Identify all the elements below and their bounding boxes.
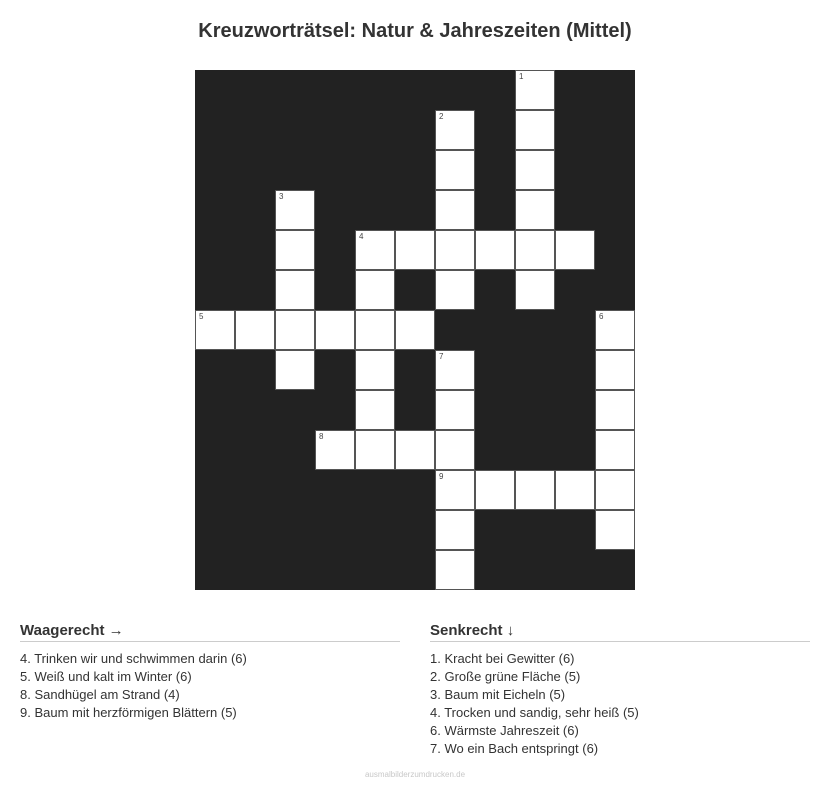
grid-cell[interactable] — [435, 470, 475, 510]
down-clue: 7. Wo ein Bach entspringt (6) — [430, 741, 599, 756]
watermark: ausmalbilderzumdrucken.de — [364, 770, 466, 779]
grid-cell[interactable] — [595, 470, 635, 510]
across-clues — [20, 622, 400, 722]
grid-cell[interactable] — [315, 310, 355, 350]
clue-number: 4 — [359, 232, 364, 241]
grid-cell[interactable] — [275, 270, 315, 310]
grid-cell[interactable] — [595, 430, 635, 470]
grid-cell[interactable] — [435, 270, 475, 310]
grid-cell[interactable] — [475, 230, 515, 270]
clue-number: 5 — [199, 312, 204, 321]
across-heading: Waagerecht → — [20, 622, 400, 642]
clue-number: 7 — [439, 352, 444, 361]
grid-cell[interactable] — [595, 350, 635, 390]
grid-cell[interactable] — [555, 470, 595, 510]
clue-number: 2 — [439, 112, 444, 121]
grid-cell[interactable] — [515, 70, 555, 110]
clue-number: 3 — [279, 192, 284, 201]
grid-cell[interactable] — [275, 310, 315, 350]
grid-cell[interactable] — [275, 350, 315, 390]
grid-cell[interactable] — [435, 390, 475, 430]
grid-cell[interactable] — [515, 230, 555, 270]
puzzle-title: Kreuzworträtsel: Natur & Jahreszeiten (Mittel) — [198, 20, 632, 42]
grid-cell[interactable] — [515, 150, 555, 190]
grid-cell[interactable] — [515, 190, 555, 230]
grid-cell[interactable] — [555, 230, 595, 270]
grid-cell[interactable] — [355, 350, 395, 390]
down-heading: Senkrecht ↓ — [430, 622, 810, 642]
grid-cell[interactable] — [275, 190, 315, 230]
down-clue: 1. Kracht bei Gewitter (6) — [430, 651, 575, 666]
down-clues — [430, 622, 810, 758]
grid-cell[interactable] — [475, 470, 515, 510]
across-clue: 9. Baum mit herzförmigen Blättern (5) — [20, 705, 237, 720]
grid-cell[interactable] — [435, 190, 475, 230]
grid-cell[interactable] — [355, 430, 395, 470]
down-clue: 2. Große grüne Fläche (5) — [430, 669, 581, 684]
down-clue: 6. Wärmste Jahreszeit (6) — [430, 723, 579, 738]
grid-cell[interactable] — [275, 230, 315, 270]
grid-cell[interactable] — [435, 430, 475, 470]
grid-cell[interactable] — [355, 270, 395, 310]
crossword-grid — [195, 70, 635, 590]
clue-number: 8 — [319, 432, 324, 441]
grid-cell[interactable] — [355, 390, 395, 430]
grid-cell[interactable] — [435, 350, 475, 390]
grid-cell[interactable] — [315, 430, 355, 470]
grid-cell[interactable] — [395, 430, 435, 470]
grid-cell[interactable] — [235, 310, 275, 350]
grid-cell[interactable] — [595, 310, 635, 350]
across-clue: 4. Trinken wir und schwimmen darin (6) — [20, 651, 247, 666]
grid-cell[interactable] — [595, 390, 635, 430]
grid-cell[interactable] — [595, 510, 635, 550]
grid-cell[interactable] — [355, 230, 395, 270]
grid-cell[interactable] — [355, 310, 395, 350]
grid-cell[interactable] — [435, 550, 475, 590]
grid-cell[interactable] — [435, 110, 475, 150]
down-clue: 4. Trocken und sandig, sehr heiß (5) — [430, 705, 639, 720]
grid-cell[interactable] — [515, 270, 555, 310]
clue-number: 1 — [519, 72, 524, 81]
grid-cell[interactable] — [395, 230, 435, 270]
grid-cell[interactable] — [195, 310, 235, 350]
grid-cell[interactable] — [515, 110, 555, 150]
across-clue: 8. Sandhügel am Strand (4) — [20, 687, 180, 702]
grid-cell[interactable] — [435, 150, 475, 190]
grid-cell[interactable] — [435, 510, 475, 550]
clue-number: 6 — [599, 312, 604, 321]
across-clue: 5. Weiß und kalt im Winter (6) — [20, 669, 192, 684]
down-clue: 3. Baum mit Eicheln (5) — [430, 687, 566, 702]
clue-number: 9 — [439, 472, 444, 481]
grid-cell[interactable] — [515, 470, 555, 510]
grid-cell[interactable] — [395, 310, 435, 350]
grid-cell[interactable] — [435, 230, 475, 270]
